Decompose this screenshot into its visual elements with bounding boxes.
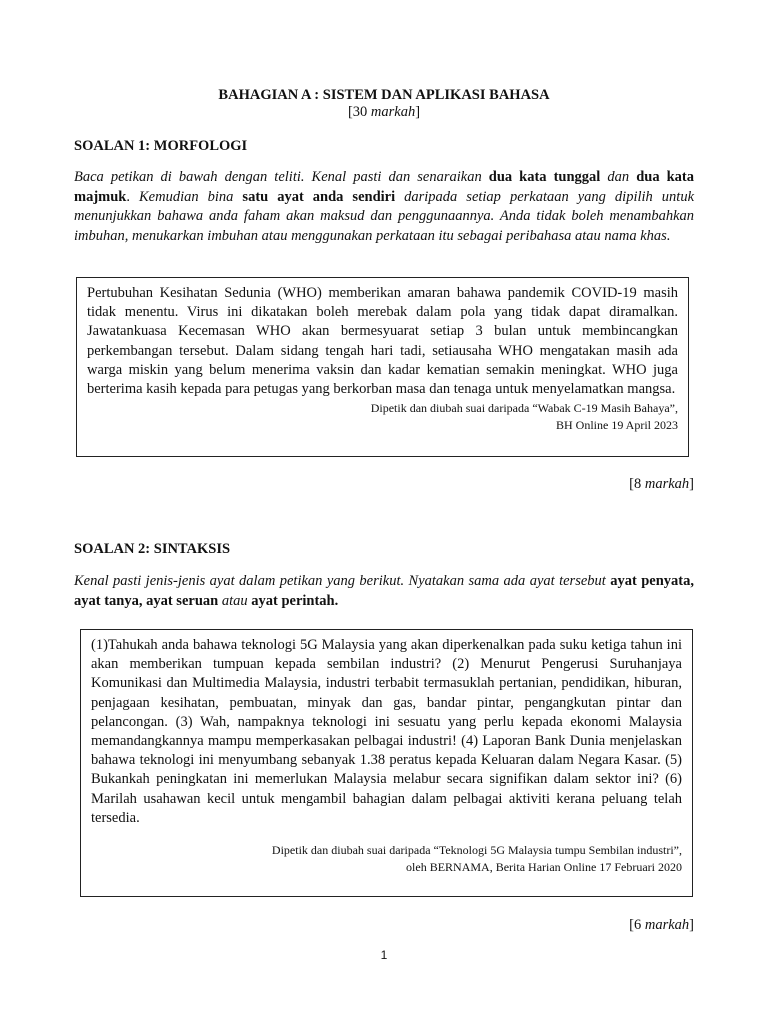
q1-instr-text: dan xyxy=(600,169,637,185)
q2-passage-box xyxy=(80,629,693,897)
q2-heading: SOALAN 2: SINTAKSIS xyxy=(74,541,231,557)
marks-close: ] xyxy=(415,104,421,120)
q1-instr-text: . xyxy=(126,188,140,205)
q1-instr-bold: satu ayat anda sendiri xyxy=(242,188,396,205)
marks-word: markah xyxy=(370,104,416,120)
marks-text: [8 xyxy=(629,476,645,492)
q2-instructions xyxy=(74,572,694,611)
q2-source xyxy=(91,842,682,876)
page-number: 1 xyxy=(380,948,388,962)
marks-text: [6 xyxy=(629,917,645,933)
q2-instr-bold: ayat penyata, ayat tanya, ayat seruan xyxy=(74,573,694,609)
q2-passage: (1)Tahukah anda bahawa teknologi 5G Malaysia yang akan diperkenalkan pada suku ketiga tahun ini akan memberikan tumpuan kepada sembilan industri? (2) Menurut Pengerusi Suruhanjaya Komunikasi dan Multimedia Malaysia, industri terbabit termasuklah pertanian, pendidikan, hiburan, penjagaan kesihatan, pembuatan, minyak dan gas, bandar pintar, pengangkutan pintar dan pelancongan. (3) Wah, nampaknya teknologi ini sesuatu yang perlu kepada ekonomi Malaysia memandangkannya mampu memperkasakan pelbagai industri! (4) Laporan Bank Dunia menjelaskan bahawa teknologi ini menyumbang sebanyak 1.38 peratus kepada Keluaran dalam Negara Kasar. (5) Bukankah peningkatan ini memerlukan Malaysia melabur secara signifikan dalam sektor ini? (6) Marilah usahawan kecil untuk mengambil bahagian dalam pelbagai aktiviti kerana peluang telah tersedia. xyxy=(91,637,682,826)
marks-word: markah xyxy=(644,476,690,492)
marks-word: markah xyxy=(644,917,690,933)
q1-instr-text: Baca petikan di bawah dengan teliti. Kenal pasti dan senaraikan xyxy=(74,169,489,185)
q1-passage-box xyxy=(76,277,689,457)
q2-instr-text: Kenal pasti jenis-jenis ayat dalam petikan yang berikut. Nyatakan sama ada ayat tersebut xyxy=(74,573,611,589)
q1-marks xyxy=(629,476,694,493)
q1-instr-text: daripada setiap perkataan yang dipilih untuk menunjukkan bahawa anda faham akan maksud dan penggunaannya. Anda tidak boleh menambahkan imbuhan, menukarkan imbuhan atau menggunakan perkataan itu sebagai peribahasa atau nama khas. xyxy=(74,188,695,244)
marks-text: [30 xyxy=(347,104,371,120)
q2-instr-text: atau xyxy=(218,592,252,609)
marks-close: ] xyxy=(689,917,694,933)
q1-source-line: BH Online 19 April 2023 xyxy=(556,418,678,433)
section-title: BAHAGIAN A : SISTEM DAN APLIKASI BAHASA xyxy=(218,87,550,103)
section-marks xyxy=(0,104,768,121)
q2-source-line: oleh BERNAMA, Berita Harian Online 17 Februari 2020 xyxy=(406,860,682,875)
q1-instr-bold: dua kata majmuk xyxy=(74,169,694,205)
q2-instr-bold: ayat perintah. xyxy=(251,592,339,609)
q1-heading: SOALAN 1: MORFOLOGI xyxy=(74,138,248,154)
q1-source-line: Dipetik dan diubah suai daripada “Wabak C-19 Masih Bahaya”, xyxy=(370,401,678,416)
marks-close: ] xyxy=(689,476,694,492)
q1-passage: Pertubuhan Kesihatan Sedunia (WHO) memberikan amaran bahawa pandemik COVID-19 masih tidak menentu. Virus ini dikatakan boleh merebak dalam pola yang tidak dapat diramalkan. Jawatankuasa Kecemasan WHO akan bermesyuarat setiap 3 bulan untuk membincangkan perkembangan tersebut. Dalam sidang tengah hari tadi, setiausaha WHO mengatakan masih ada warga miskin yang belum menerima vaksin dan kadar kematian semakin meningkat. WHO juga berterima kasih kepada para petugas yang berkorban masa dan tenaga untuk menyelamatkan mangsa. xyxy=(87,285,678,398)
q2-marks xyxy=(629,917,694,934)
q1-instr-bold: dua kata tunggal xyxy=(488,169,601,185)
q1-source xyxy=(87,400,678,434)
q1-instr-text: Kemudian bina xyxy=(139,188,243,205)
q2-source-line: Dipetik dan diubah suai daripada “Teknologi 5G Malaysia tumpu Sembilan industri”, xyxy=(271,843,682,858)
q1-instructions xyxy=(74,168,694,246)
